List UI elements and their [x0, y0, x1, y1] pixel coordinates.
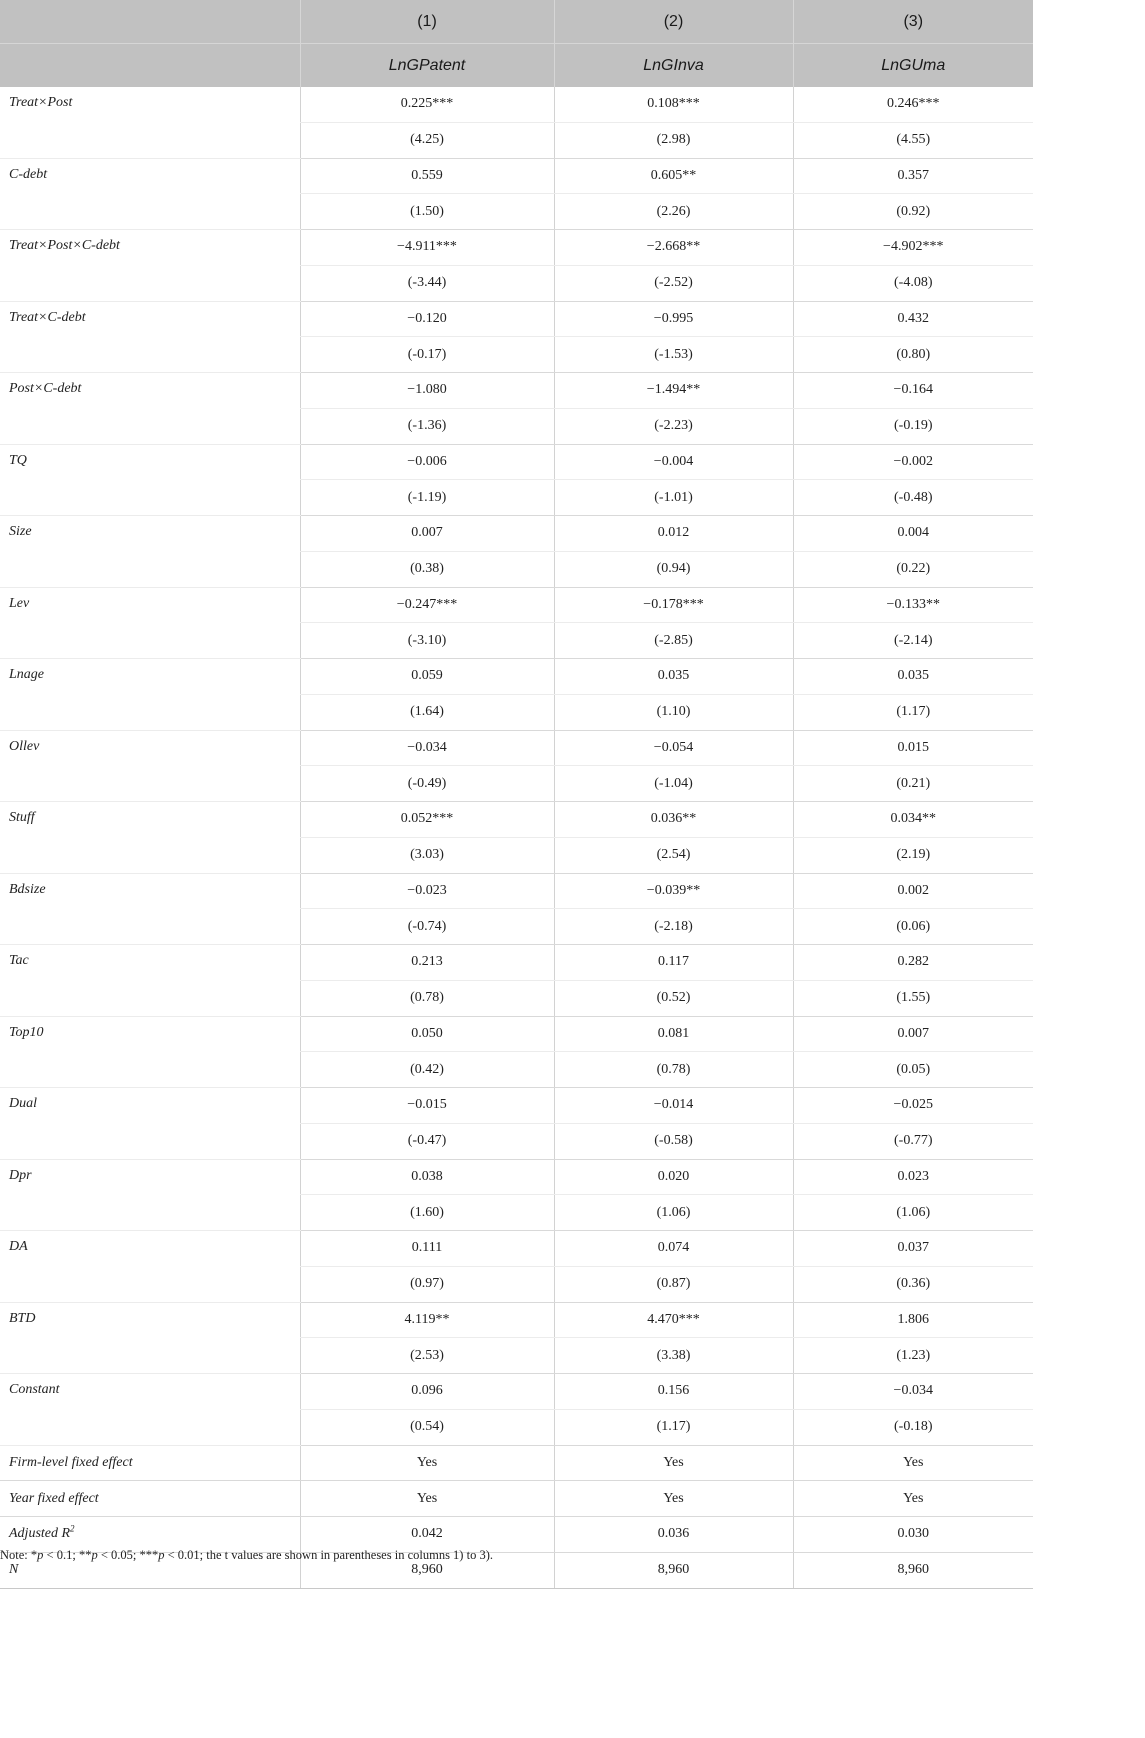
variable-label: C-debt [0, 158, 300, 230]
coefficient-cell: 0.225*** [300, 87, 554, 122]
coefficient-row [0, 373, 1033, 409]
column-number: (1) [300, 0, 554, 44]
t-value-cell: (0.22) [793, 551, 1033, 587]
variable-label: Stuff [0, 802, 300, 874]
coefficient-row [0, 1088, 1033, 1124]
coefficient-cell: 0.213 [300, 945, 554, 981]
coefficient-cell: 0.432 [793, 301, 1033, 337]
coefficient-cell: −0.054 [554, 730, 793, 766]
t-value-cell: (-0.74) [300, 909, 554, 945]
significance-stars: ** [78, 1548, 92, 1562]
coefficient-cell: 0.034** [793, 802, 1033, 838]
coefficient-row [0, 945, 1033, 981]
t-value-cell: (-2.85) [554, 623, 793, 659]
coefficient-cell: 0.007 [300, 516, 554, 552]
t-value-cell: (0.42) [300, 1052, 554, 1088]
variable-label: DA [0, 1231, 300, 1303]
note-text: < 0.05; [97, 1548, 140, 1562]
coefficient-cell: 0.036** [554, 802, 793, 838]
coefficient-cell: −4.902*** [793, 230, 1033, 266]
variable-label: Post×C-debt [0, 373, 300, 445]
coefficient-cell: 0.074 [554, 1231, 793, 1267]
t-value-cell: (2.54) [554, 837, 793, 873]
coefficient-cell: 0.156 [554, 1374, 793, 1410]
dependent-variable-row [0, 44, 1033, 88]
coefficient-cell: 0.096 [300, 1374, 554, 1410]
column-number-row [0, 0, 1033, 44]
t-value-cell: (-3.10) [300, 623, 554, 659]
t-value-cell: (-1.01) [554, 480, 793, 516]
variable-label: Lnage [0, 659, 300, 731]
coefficient-row [0, 87, 1033, 122]
t-value-cell: (3.38) [554, 1338, 793, 1374]
summary-row [0, 1445, 1033, 1481]
coefficient-cell: 0.038 [300, 1159, 554, 1195]
coefficient-cell: 0.108*** [554, 87, 793, 122]
coefficient-row [0, 301, 1033, 337]
t-value-cell: (-0.19) [793, 408, 1033, 444]
t-value-cell: (-0.47) [300, 1123, 554, 1159]
coefficient-row [0, 659, 1033, 695]
dependent-variable-header: LnGInva [554, 44, 793, 88]
coefficient-cell: 0.605** [554, 158, 793, 194]
coefficient-cell: 0.117 [554, 945, 793, 981]
t-value-cell: (1.17) [793, 694, 1033, 730]
header-corner-cell [0, 44, 300, 88]
t-value-cell: (0.92) [793, 194, 1033, 230]
variable-label: Lev [0, 587, 300, 659]
coefficient-cell: 0.246*** [793, 87, 1033, 122]
coefficient-cell: 1.806 [793, 1302, 1033, 1338]
coefficient-row [0, 516, 1033, 552]
coefficient-cell: −0.002 [793, 444, 1033, 480]
coefficient-cell: −4.911*** [300, 230, 554, 266]
variable-label: Dual [0, 1088, 300, 1160]
coefficient-cell: −0.034 [793, 1374, 1033, 1410]
summary-cell: 0.042 [300, 1517, 554, 1553]
coefficient-row [0, 1016, 1033, 1052]
t-value-cell: (2.98) [554, 122, 793, 158]
coefficient-row [0, 802, 1033, 838]
t-value-cell: (-0.18) [793, 1409, 1033, 1445]
variable-label: Bdsize [0, 873, 300, 945]
summary-cell: 0.036 [554, 1517, 793, 1553]
coefficient-cell: 0.002 [793, 873, 1033, 909]
coefficient-cell: 0.282 [793, 945, 1033, 981]
table-body [0, 87, 1033, 1588]
t-value-cell: (0.36) [793, 1266, 1033, 1302]
variable-label: Tac [0, 945, 300, 1017]
coefficient-cell: −0.014 [554, 1088, 793, 1124]
t-value-cell: (-0.77) [793, 1123, 1033, 1159]
coefficient-row [0, 158, 1033, 194]
coefficient-row [0, 1159, 1033, 1195]
coefficient-cell: −0.164 [793, 373, 1033, 409]
coefficient-cell: 0.052*** [300, 802, 554, 838]
summary-row [0, 1517, 1033, 1553]
t-value-cell: (0.80) [793, 337, 1033, 373]
coefficient-cell: 0.559 [300, 158, 554, 194]
t-value-cell: (-0.48) [793, 480, 1033, 516]
coefficient-cell: 0.050 [300, 1016, 554, 1052]
coefficient-cell: 0.015 [793, 730, 1033, 766]
header-corner-cell [0, 0, 300, 44]
column-number: (3) [793, 0, 1033, 44]
t-value-cell: (0.52) [554, 980, 793, 1016]
coefficient-cell: −0.039** [554, 873, 793, 909]
summary-cell: Yes [793, 1445, 1033, 1481]
summary-cell: Yes [300, 1445, 554, 1481]
dependent-variable-header: LnGUma [793, 44, 1033, 88]
t-value-cell: (1.50) [300, 194, 554, 230]
coefficient-row [0, 873, 1033, 909]
coefficient-cell: −0.025 [793, 1088, 1033, 1124]
coefficient-cell: −2.668** [554, 230, 793, 266]
coefficient-cell: 0.035 [554, 659, 793, 695]
column-number: (2) [554, 0, 793, 44]
t-value-cell: (1.23) [793, 1338, 1033, 1374]
variable-label: TQ [0, 444, 300, 516]
summary-label-text: Year fixed effect [9, 1490, 99, 1506]
variable-label: Dpr [0, 1159, 300, 1231]
coefficient-row [0, 1231, 1033, 1267]
t-value-cell: (-2.23) [554, 408, 793, 444]
t-value-cell: (-0.49) [300, 766, 554, 802]
t-value-cell: (0.06) [793, 909, 1033, 945]
variable-label: Constant [0, 1374, 300, 1446]
coefficient-cell: −0.178*** [554, 587, 793, 623]
coefficient-cell: −1.080 [300, 373, 554, 409]
t-value-cell: (-2.52) [554, 265, 793, 301]
coefficient-cell: 0.012 [554, 516, 793, 552]
variable-label: Size [0, 516, 300, 588]
coefficient-cell: −0.006 [300, 444, 554, 480]
coefficient-cell: −0.034 [300, 730, 554, 766]
coefficient-cell: 0.023 [793, 1159, 1033, 1195]
t-value-cell: (-0.17) [300, 337, 554, 373]
t-value-cell: (4.25) [300, 122, 554, 158]
coefficient-cell: 0.081 [554, 1016, 793, 1052]
variable-label: Top10 [0, 1016, 300, 1088]
table-note [0, 1548, 493, 1563]
t-value-cell: (2.53) [300, 1338, 554, 1374]
t-value-cell: (1.10) [554, 694, 793, 730]
summary-cell: Yes [300, 1481, 554, 1517]
note-text: < 0.1; [43, 1548, 79, 1562]
coefficient-row [0, 1302, 1033, 1338]
coefficient-cell: −0.120 [300, 301, 554, 337]
t-value-cell: (0.21) [793, 766, 1033, 802]
t-value-cell: (0.38) [300, 551, 554, 587]
summary-label-text: N [9, 1562, 19, 1578]
t-value-cell: (0.54) [300, 1409, 554, 1445]
variable-label: Treat×Post [0, 87, 300, 158]
t-value-cell: (-1.19) [300, 480, 554, 516]
p-symbol: p [158, 1548, 165, 1562]
coefficient-row [0, 1374, 1033, 1410]
coefficient-cell: −0.995 [554, 301, 793, 337]
t-value-cell: (0.94) [554, 551, 793, 587]
coefficient-cell: 0.111 [300, 1231, 554, 1267]
coefficient-cell: −0.023 [300, 873, 554, 909]
variable-label: Ollev [0, 730, 300, 802]
t-value-cell: (2.26) [554, 194, 793, 230]
t-value-cell: (1.64) [300, 694, 554, 730]
summary-cell: Yes [554, 1445, 793, 1481]
coefficient-cell: 4.470*** [554, 1302, 793, 1338]
t-value-cell: (0.05) [793, 1052, 1033, 1088]
t-value-cell: (3.03) [300, 837, 554, 873]
variable-label: BTD [0, 1302, 300, 1374]
t-value-cell: (-2.18) [554, 909, 793, 945]
coefficient-cell: −0.004 [554, 444, 793, 480]
t-value-cell: (1.55) [793, 980, 1033, 1016]
significance-stars: *** [139, 1548, 159, 1562]
coefficient-cell: 4.119** [300, 1302, 554, 1338]
t-value-cell: (1.17) [554, 1409, 793, 1445]
variable-label: Treat×Post×C-debt [0, 230, 300, 302]
t-value-cell: (0.78) [554, 1052, 793, 1088]
summary-cell: 0.030 [793, 1517, 1033, 1553]
note-text: < 0.01; the t values are shown in parentheses in columns 1) to 3). [164, 1548, 493, 1562]
t-value-cell: (-1.53) [554, 337, 793, 373]
summary-label-text: Firm-level fixed effect [9, 1454, 133, 1470]
coefficient-cell: 0.007 [793, 1016, 1033, 1052]
p-symbol: p [37, 1548, 44, 1562]
variable-label: Treat×C-debt [0, 301, 300, 373]
coefficient-cell: 0.037 [793, 1231, 1033, 1267]
coefficient-cell: 0.035 [793, 659, 1033, 695]
summary-cell: 8,960 [793, 1552, 1033, 1588]
t-value-cell: (1.06) [554, 1195, 793, 1231]
t-value-cell: (-1.36) [300, 408, 554, 444]
summary-cell: 8,960 [554, 1552, 793, 1588]
p-symbol: p [91, 1548, 98, 1562]
coefficient-cell: −1.494** [554, 373, 793, 409]
coefficient-row [0, 444, 1033, 480]
summary-cell: 8,960 [300, 1552, 554, 1588]
dependent-variable-header: LnGPatent [300, 44, 554, 88]
t-value-cell: (-4.08) [793, 265, 1033, 301]
t-value-cell: (-3.44) [300, 265, 554, 301]
t-value-cell: (0.78) [300, 980, 554, 1016]
t-value-cell: (4.55) [793, 122, 1033, 158]
t-value-cell: (1.06) [793, 1195, 1033, 1231]
coefficient-cell: −0.133** [793, 587, 1033, 623]
significance-stars: * [30, 1548, 38, 1562]
coefficient-cell: 0.004 [793, 516, 1033, 552]
coefficient-row [0, 230, 1033, 266]
t-value-cell: (0.87) [554, 1266, 793, 1302]
summary-label [0, 1481, 300, 1517]
coefficient-cell: 0.357 [793, 158, 1033, 194]
t-value-cell: (-1.04) [554, 766, 793, 802]
summary-row [0, 1481, 1033, 1517]
coefficient-cell: 0.059 [300, 659, 554, 695]
coefficient-cell: −0.247*** [300, 587, 554, 623]
summary-cell: Yes [793, 1481, 1033, 1517]
note-prefix: Note: [0, 1548, 31, 1562]
coefficient-row [0, 587, 1033, 623]
coefficient-cell: 0.020 [554, 1159, 793, 1195]
t-value-cell: (-0.58) [554, 1123, 793, 1159]
summary-label [0, 1517, 300, 1553]
summary-cell: Yes [554, 1481, 793, 1517]
t-value-cell: (0.97) [300, 1266, 554, 1302]
t-value-cell: (-2.14) [793, 623, 1033, 659]
superscript: 2 [70, 1523, 75, 1534]
t-value-cell: (1.60) [300, 1195, 554, 1231]
table-header [0, 0, 1033, 87]
t-value-cell: (2.19) [793, 837, 1033, 873]
coefficient-row [0, 730, 1033, 766]
summary-label [0, 1445, 300, 1481]
summary-label-text: Adjusted R [9, 1526, 71, 1542]
coefficient-cell: −0.015 [300, 1088, 554, 1124]
